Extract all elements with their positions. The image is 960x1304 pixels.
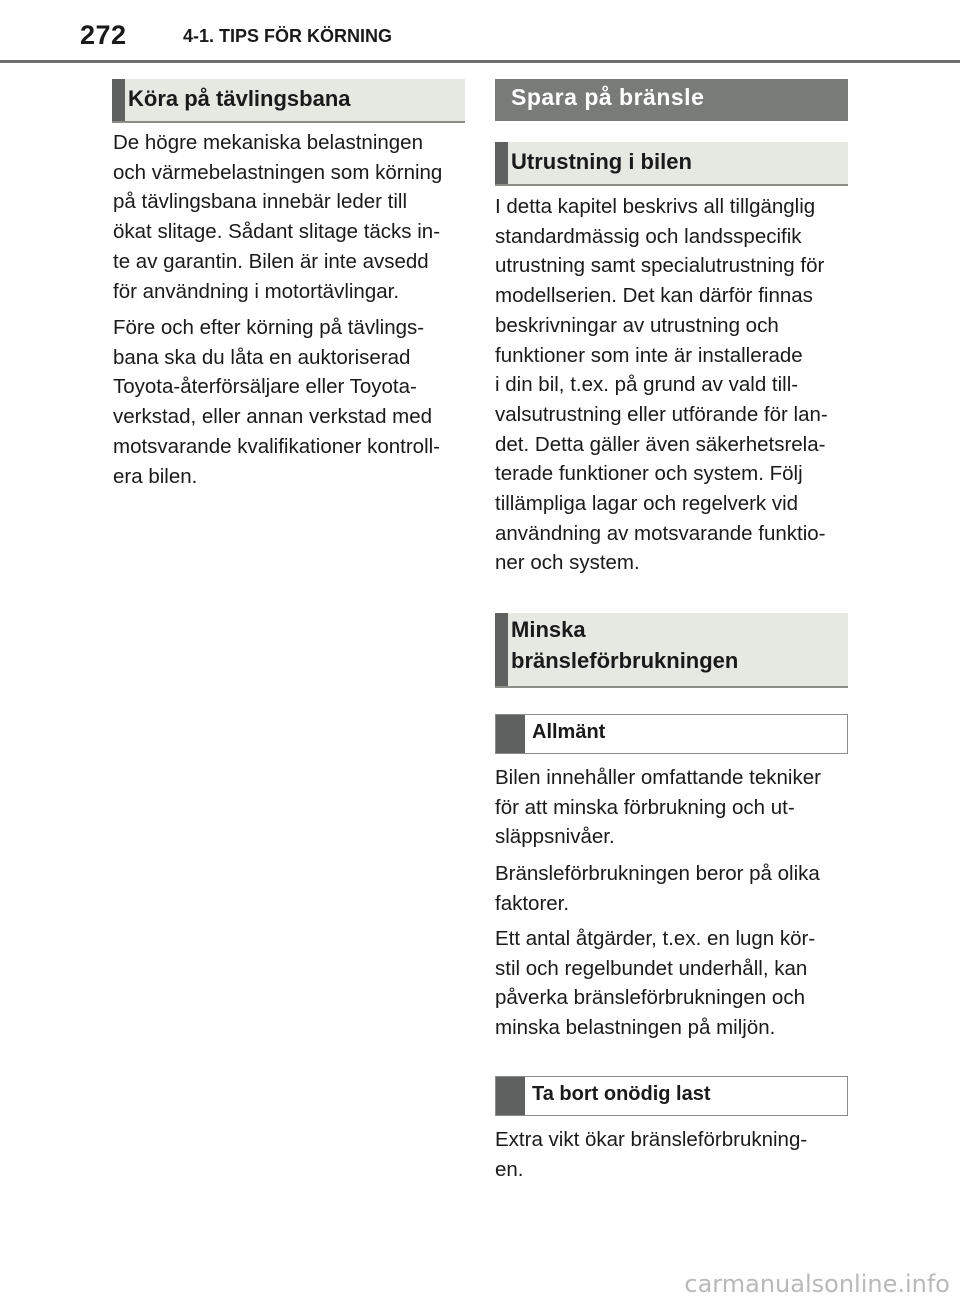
heading-vehicle-equipment-text: Utrustning i bilen (511, 149, 692, 174)
heading-race-track (112, 79, 465, 123)
heading-save-fuel-text: Spara på bränsle (511, 84, 705, 110)
heading-reduce-consumption (495, 613, 848, 688)
paragraph-remove-load: Extra vikt ökar bränsleförbrukning- en. (495, 1128, 808, 1181)
heading-accent-bar (112, 79, 125, 121)
watermark: carmanualsonline.info (684, 1270, 950, 1298)
page-number: 272 (80, 20, 127, 50)
header-rule (0, 60, 960, 63)
chapter-title: 4-1. TIPS FÖR KÖRNING (183, 26, 393, 46)
heading-box-bar (496, 715, 525, 753)
paragraph-race-track-2: Före och efter körning på tävlings- bana ska du låta en auktoriserad Toyota-återförsäljare eller Toyota- verkstad, eller annan verkstad med motsvarande kvalifikationer kontroll- era bilen. (113, 316, 440, 488)
paragraph-general-1: Bilen innehåller omfattande tekniker för att minska förbrukning och ut- släppsnivåer. (495, 766, 821, 849)
heading-general-text: Allmänt (532, 721, 606, 743)
heading-remove-load-text: Ta bort onödig last (532, 1083, 711, 1105)
heading-save-fuel (495, 79, 848, 121)
heading-reduce-consumption-text: Minska bränsleförbrukningen (511, 617, 739, 673)
paragraph-general-3: Ett antal åtgärder, t.ex. en lugn kör- stil och regelbundet underhåll, kan påverka bränsleförbrukningen och minska belastningen på miljön. (495, 927, 816, 1040)
heading-accent-bar (495, 142, 508, 184)
paragraph-race-track-1: De högre mekaniska belastningen och värmebelastningen som körning på tävlingsbana innebär leder till ökat slitage. Sådant slitage täcks in- te av garantin. Bilen är inte avsedd för användning i motortävlingar. (113, 131, 443, 303)
heading-box-bar (496, 1077, 525, 1115)
heading-vehicle-equipment (495, 142, 848, 186)
heading-race-track-text: Köra på tävlingsbana (128, 86, 351, 111)
heading-general (495, 714, 848, 754)
paragraph-general-2: Bränsleförbrukningen beror på olika faktorer. (495, 862, 820, 915)
heading-remove-load (495, 1076, 848, 1116)
paragraph-vehicle-equipment: I detta kapitel beskrivs all tillgänglig standardmässig och landsspecifik utrustning samt specialutrustning för modellserien. Det kan därför finnas beskrivningar av utrustning och funktioner som inte är installerade i din bil, t.ex. på grund av vald till- valsutrustning eller utförande för lan- det. Detta gäller även säkerhetsrela- terade funktioner och system. Följ tillämpliga lagar och regelverk vid användning av motsvarande funktio- ner och system. (495, 195, 828, 575)
heading-accent-bar (495, 613, 508, 686)
page-header (0, 0, 960, 64)
